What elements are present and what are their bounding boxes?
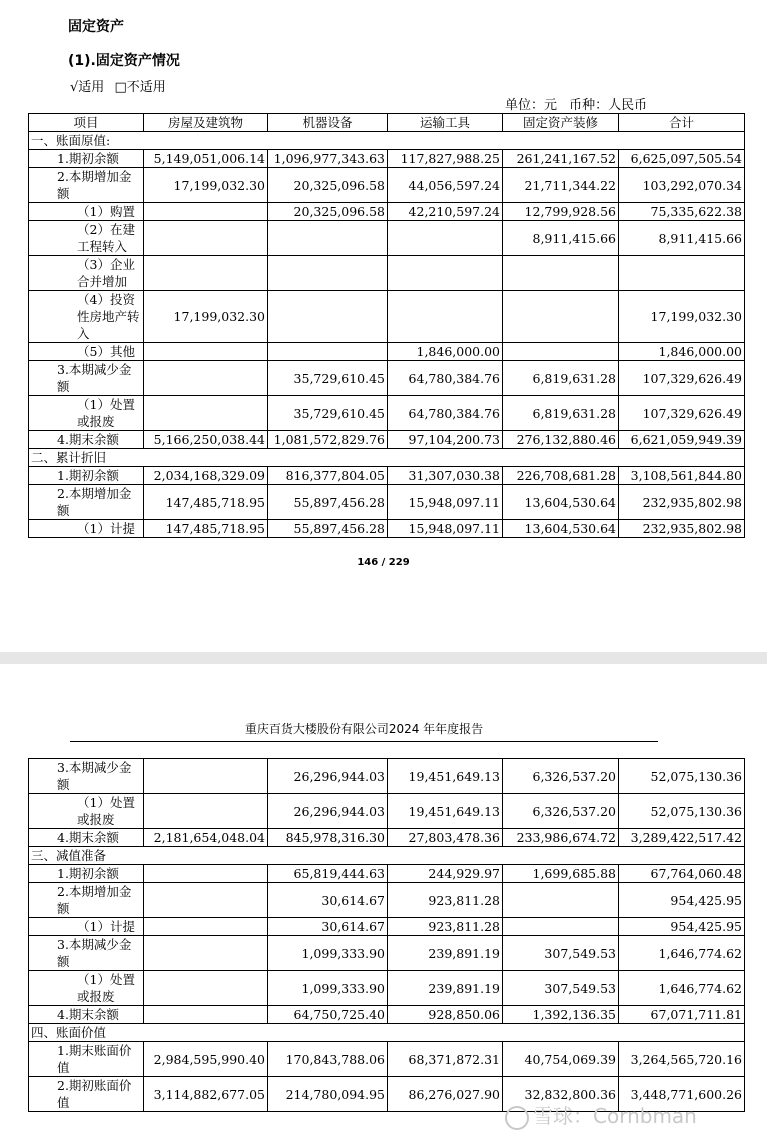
value-cell bbox=[144, 221, 268, 256]
table-row bbox=[29, 168, 745, 203]
table-row bbox=[29, 361, 745, 396]
value-cell: 30,614.67 bbox=[268, 918, 388, 936]
table-row bbox=[29, 203, 745, 221]
table-row bbox=[29, 449, 745, 467]
value-cell: 232,935,802.98 bbox=[619, 520, 745, 538]
watermark-text: 雪球：Cornbman bbox=[533, 1104, 697, 1128]
value-cell: 170,843,788.06 bbox=[268, 1042, 388, 1077]
value-cell: 12,799,928.56 bbox=[503, 203, 619, 221]
value-cell bbox=[144, 396, 268, 431]
value-cell bbox=[503, 291, 619, 343]
row-label-cell: （1）计提 bbox=[29, 918, 144, 936]
row-label-cell: 4.期末余额 bbox=[29, 1006, 144, 1024]
value-cell: 20,325,096.58 bbox=[268, 168, 388, 203]
section-title: 固定资产 bbox=[68, 19, 124, 35]
table-row bbox=[29, 829, 745, 847]
value-cell: 55,897,456.28 bbox=[268, 485, 388, 520]
row-label-cell: （1）购置 bbox=[29, 203, 144, 221]
value-cell: 1,646,774.62 bbox=[619, 971, 745, 1006]
value-cell bbox=[144, 1006, 268, 1024]
value-cell: 13,604,530.64 bbox=[503, 520, 619, 538]
table-row bbox=[29, 256, 745, 291]
value-cell: 923,811.28 bbox=[388, 918, 503, 936]
fixed-assets-table-part2 bbox=[28, 758, 745, 1112]
value-cell: 17,199,032.30 bbox=[619, 291, 745, 343]
value-cell: 816,377,804.05 bbox=[268, 467, 388, 485]
row-label-cell: （1）计提 bbox=[29, 520, 144, 538]
value-cell: 6,621,059,949.39 bbox=[619, 431, 745, 449]
value-cell: 6,625,097,505.54 bbox=[619, 150, 745, 168]
value-cell: 65,819,444.63 bbox=[268, 865, 388, 883]
applicability-line bbox=[70, 76, 172, 95]
value-cell: 19,451,649.13 bbox=[388, 759, 503, 794]
value-cell: 5,166,250,038.44 bbox=[144, 431, 268, 449]
row-label-cell: （1）处置或报废 bbox=[29, 396, 144, 431]
table-row bbox=[29, 221, 745, 256]
value-cell bbox=[144, 343, 268, 361]
value-cell: 15,948,097.11 bbox=[388, 485, 503, 520]
value-cell bbox=[144, 971, 268, 1006]
not-applicable-option: □不适用 bbox=[114, 80, 166, 95]
value-cell: 1,081,572,829.76 bbox=[268, 431, 388, 449]
value-cell: 232,935,802.98 bbox=[619, 485, 745, 520]
page-number: 146 / 229 bbox=[357, 557, 410, 568]
table-row bbox=[29, 794, 745, 829]
row-label-cell: 2.本期增加金额 bbox=[29, 168, 144, 203]
value-cell bbox=[503, 256, 619, 291]
row-label-cell: （1）处置或报废 bbox=[29, 794, 144, 829]
section-label-cell: 四、账面价值 bbox=[29, 1024, 745, 1042]
currency: 币种：人民币 bbox=[569, 98, 648, 113]
value-cell bbox=[503, 918, 619, 936]
row-label-cell: 1.期末账面价值 bbox=[29, 1042, 144, 1077]
value-cell bbox=[619, 256, 745, 291]
value-cell bbox=[268, 291, 388, 343]
value-cell bbox=[144, 759, 268, 794]
value-cell: 3,264,565,720.16 bbox=[619, 1042, 745, 1077]
value-cell bbox=[144, 936, 268, 971]
value-cell bbox=[388, 291, 503, 343]
row-label-cell: 2.本期增加金额 bbox=[29, 485, 144, 520]
value-cell: 40,754,069.39 bbox=[503, 1042, 619, 1077]
value-cell: 261,241,167.52 bbox=[503, 150, 619, 168]
value-cell: 26,296,944.03 bbox=[268, 794, 388, 829]
value-cell: 1,846,000.00 bbox=[619, 343, 745, 361]
value-cell: 107,329,626.49 bbox=[619, 361, 745, 396]
value-cell: 6,326,537.20 bbox=[503, 794, 619, 829]
row-label-cell: （5）其他 bbox=[29, 343, 144, 361]
table-row bbox=[29, 847, 745, 865]
header-buildings: 房屋及建筑物 bbox=[144, 114, 268, 132]
row-label-cell: 4.期末余额 bbox=[29, 829, 144, 847]
header-vehicles: 运输工具 bbox=[388, 114, 503, 132]
table-row bbox=[29, 936, 745, 971]
currency-unit: 单位：元 bbox=[505, 98, 558, 113]
report-page-2 bbox=[0, 664, 767, 1136]
row-label-cell: 1.期初余额 bbox=[29, 150, 144, 168]
watermark-logo-icon bbox=[505, 1106, 529, 1130]
row-label-cell: （4）投资性房地产转入 bbox=[29, 291, 144, 343]
value-cell bbox=[268, 343, 388, 361]
value-cell bbox=[388, 221, 503, 256]
value-cell: 8,911,415.66 bbox=[503, 221, 619, 256]
unit-line bbox=[505, 94, 655, 113]
row-label-cell: 3.本期减少金额 bbox=[29, 759, 144, 794]
value-cell: 103,292,070.34 bbox=[619, 168, 745, 203]
header-machinery: 机器设备 bbox=[268, 114, 388, 132]
value-cell: 1,099,333.90 bbox=[268, 936, 388, 971]
value-cell: 307,549.53 bbox=[503, 936, 619, 971]
table-row bbox=[29, 918, 745, 936]
table-row bbox=[29, 1006, 745, 1024]
section-label-cell: 一、账面原值: bbox=[29, 132, 745, 150]
header-item: 项目 bbox=[29, 114, 144, 132]
page-gap bbox=[0, 652, 767, 664]
value-cell: 35,729,610.45 bbox=[268, 396, 388, 431]
value-cell bbox=[388, 256, 503, 291]
value-cell: 3,114,882,677.05 bbox=[144, 1077, 268, 1112]
value-cell: 44,056,597.24 bbox=[388, 168, 503, 203]
value-cell: 1,699,685.88 bbox=[503, 865, 619, 883]
value-cell: 26,296,944.03 bbox=[268, 759, 388, 794]
value-cell: 3,108,561,844.80 bbox=[619, 467, 745, 485]
table-row bbox=[29, 150, 745, 168]
value-cell bbox=[268, 221, 388, 256]
value-cell: 147,485,718.95 bbox=[144, 520, 268, 538]
value-cell: 1,099,333.90 bbox=[268, 971, 388, 1006]
table-row bbox=[29, 520, 745, 538]
row-label-cell: 2.期初账面价值 bbox=[29, 1077, 144, 1112]
value-cell: 64,780,384.76 bbox=[388, 396, 503, 431]
value-cell: 214,780,094.95 bbox=[268, 1077, 388, 1112]
table-row bbox=[29, 291, 745, 343]
table-row bbox=[29, 396, 745, 431]
value-cell: 55,897,456.28 bbox=[268, 520, 388, 538]
value-cell: 68,371,872.31 bbox=[388, 1042, 503, 1077]
value-cell: 6,326,537.20 bbox=[503, 759, 619, 794]
header-total: 合计 bbox=[619, 114, 745, 132]
value-cell bbox=[503, 343, 619, 361]
row-label-cell: 3.本期减少金额 bbox=[29, 361, 144, 396]
value-cell: 845,978,316.30 bbox=[268, 829, 388, 847]
value-cell bbox=[144, 794, 268, 829]
row-label-cell: 2.本期增加金额 bbox=[29, 883, 144, 918]
value-cell: 239,891.19 bbox=[388, 971, 503, 1006]
value-cell: 923,811.28 bbox=[388, 883, 503, 918]
value-cell: 2,034,168,329.09 bbox=[144, 467, 268, 485]
value-cell: 17,199,032.30 bbox=[144, 291, 268, 343]
watermark bbox=[505, 1100, 697, 1130]
value-cell: 147,485,718.95 bbox=[144, 485, 268, 520]
table-row bbox=[29, 485, 745, 520]
subsection-title: (1).固定资产情况 bbox=[68, 53, 180, 69]
value-cell: 244,929.97 bbox=[388, 865, 503, 883]
value-cell: 15,948,097.11 bbox=[388, 520, 503, 538]
value-cell: 32,832,800.36 bbox=[503, 1077, 619, 1112]
row-label-cell: 4.期末余额 bbox=[29, 431, 144, 449]
value-cell: 226,708,681.28 bbox=[503, 467, 619, 485]
value-cell: 3,289,422,517.42 bbox=[619, 829, 745, 847]
value-cell: 19,451,649.13 bbox=[388, 794, 503, 829]
value-cell: 86,276,027.90 bbox=[388, 1077, 503, 1112]
value-cell: 20,325,096.58 bbox=[268, 203, 388, 221]
value-cell: 52,075,130.36 bbox=[619, 794, 745, 829]
value-cell: 67,764,060.48 bbox=[619, 865, 745, 883]
table-row bbox=[29, 431, 745, 449]
value-cell: 64,750,725.40 bbox=[268, 1006, 388, 1024]
value-cell bbox=[503, 883, 619, 918]
value-cell: 17,199,032.30 bbox=[144, 168, 268, 203]
table-row bbox=[29, 1042, 745, 1077]
fixed-assets-table-part1 bbox=[28, 113, 745, 538]
value-cell: 2,181,654,048.04 bbox=[144, 829, 268, 847]
value-cell: 6,819,631.28 bbox=[503, 361, 619, 396]
table-header-row bbox=[29, 114, 745, 132]
value-cell: 2,984,595,990.40 bbox=[144, 1042, 268, 1077]
value-cell: 307,549.53 bbox=[503, 971, 619, 1006]
value-cell bbox=[144, 256, 268, 291]
value-cell: 27,803,478.36 bbox=[388, 829, 503, 847]
value-cell bbox=[144, 203, 268, 221]
value-cell: 13,604,530.64 bbox=[503, 485, 619, 520]
value-cell: 107,329,626.49 bbox=[619, 396, 745, 431]
value-cell: 239,891.19 bbox=[388, 936, 503, 971]
report-header: 重庆百货大楼股份有限公司2024 年年度报告 bbox=[70, 720, 658, 742]
value-cell: 1,392,136.35 bbox=[503, 1006, 619, 1024]
value-cell: 67,071,711.81 bbox=[619, 1006, 745, 1024]
row-label-cell: 1.期初余额 bbox=[29, 865, 144, 883]
value-cell: 928,850.06 bbox=[388, 1006, 503, 1024]
value-cell: 1,646,774.62 bbox=[619, 936, 745, 971]
value-cell bbox=[144, 361, 268, 396]
value-cell: 35,729,610.45 bbox=[268, 361, 388, 396]
section-label-cell: 二、累计折旧 bbox=[29, 449, 745, 467]
value-cell: 5,149,051,006.14 bbox=[144, 150, 268, 168]
value-cell: 42,210,597.24 bbox=[388, 203, 503, 221]
table-row bbox=[29, 759, 745, 794]
table-row bbox=[29, 132, 745, 150]
row-label-cell: （2）在建工程转入 bbox=[29, 221, 144, 256]
value-cell bbox=[144, 918, 268, 936]
value-cell: 954,425.95 bbox=[619, 918, 745, 936]
value-cell: 75,335,622.38 bbox=[619, 203, 745, 221]
value-cell: 31,307,030.38 bbox=[388, 467, 503, 485]
value-cell: 117,827,988.25 bbox=[388, 150, 503, 168]
value-cell: 276,132,880.46 bbox=[503, 431, 619, 449]
value-cell bbox=[144, 883, 268, 918]
value-cell: 233,986,674.72 bbox=[503, 829, 619, 847]
value-cell: 1,846,000.00 bbox=[388, 343, 503, 361]
table-row bbox=[29, 971, 745, 1006]
table-row bbox=[29, 865, 745, 883]
row-label-cell: 3.本期减少金额 bbox=[29, 936, 144, 971]
value-cell: 52,075,130.36 bbox=[619, 759, 745, 794]
row-label-cell: （1）处置或报废 bbox=[29, 971, 144, 1006]
value-cell: 6,819,631.28 bbox=[503, 396, 619, 431]
row-label-cell: （3）企业合并增加 bbox=[29, 256, 144, 291]
value-cell: 21,711,344.22 bbox=[503, 168, 619, 203]
value-cell: 8,911,415.66 bbox=[619, 221, 745, 256]
applicable-checked-option: √适用 bbox=[70, 80, 105, 95]
value-cell bbox=[268, 256, 388, 291]
header-decoration: 固定资产装修 bbox=[503, 114, 619, 132]
table-row bbox=[29, 1024, 745, 1042]
table-row bbox=[29, 343, 745, 361]
value-cell bbox=[144, 865, 268, 883]
row-label-cell: 1.期初余额 bbox=[29, 467, 144, 485]
value-cell: 64,780,384.76 bbox=[388, 361, 503, 396]
value-cell: 1,096,977,343.63 bbox=[268, 150, 388, 168]
value-cell: 97,104,200.73 bbox=[388, 431, 503, 449]
table-row bbox=[29, 467, 745, 485]
value-cell: 3,448,771,600.26 bbox=[619, 1077, 745, 1112]
value-cell: 954,425.95 bbox=[619, 883, 745, 918]
table-row bbox=[29, 883, 745, 918]
value-cell: 30,614.67 bbox=[268, 883, 388, 918]
section-label-cell: 三、减值准备 bbox=[29, 847, 745, 865]
